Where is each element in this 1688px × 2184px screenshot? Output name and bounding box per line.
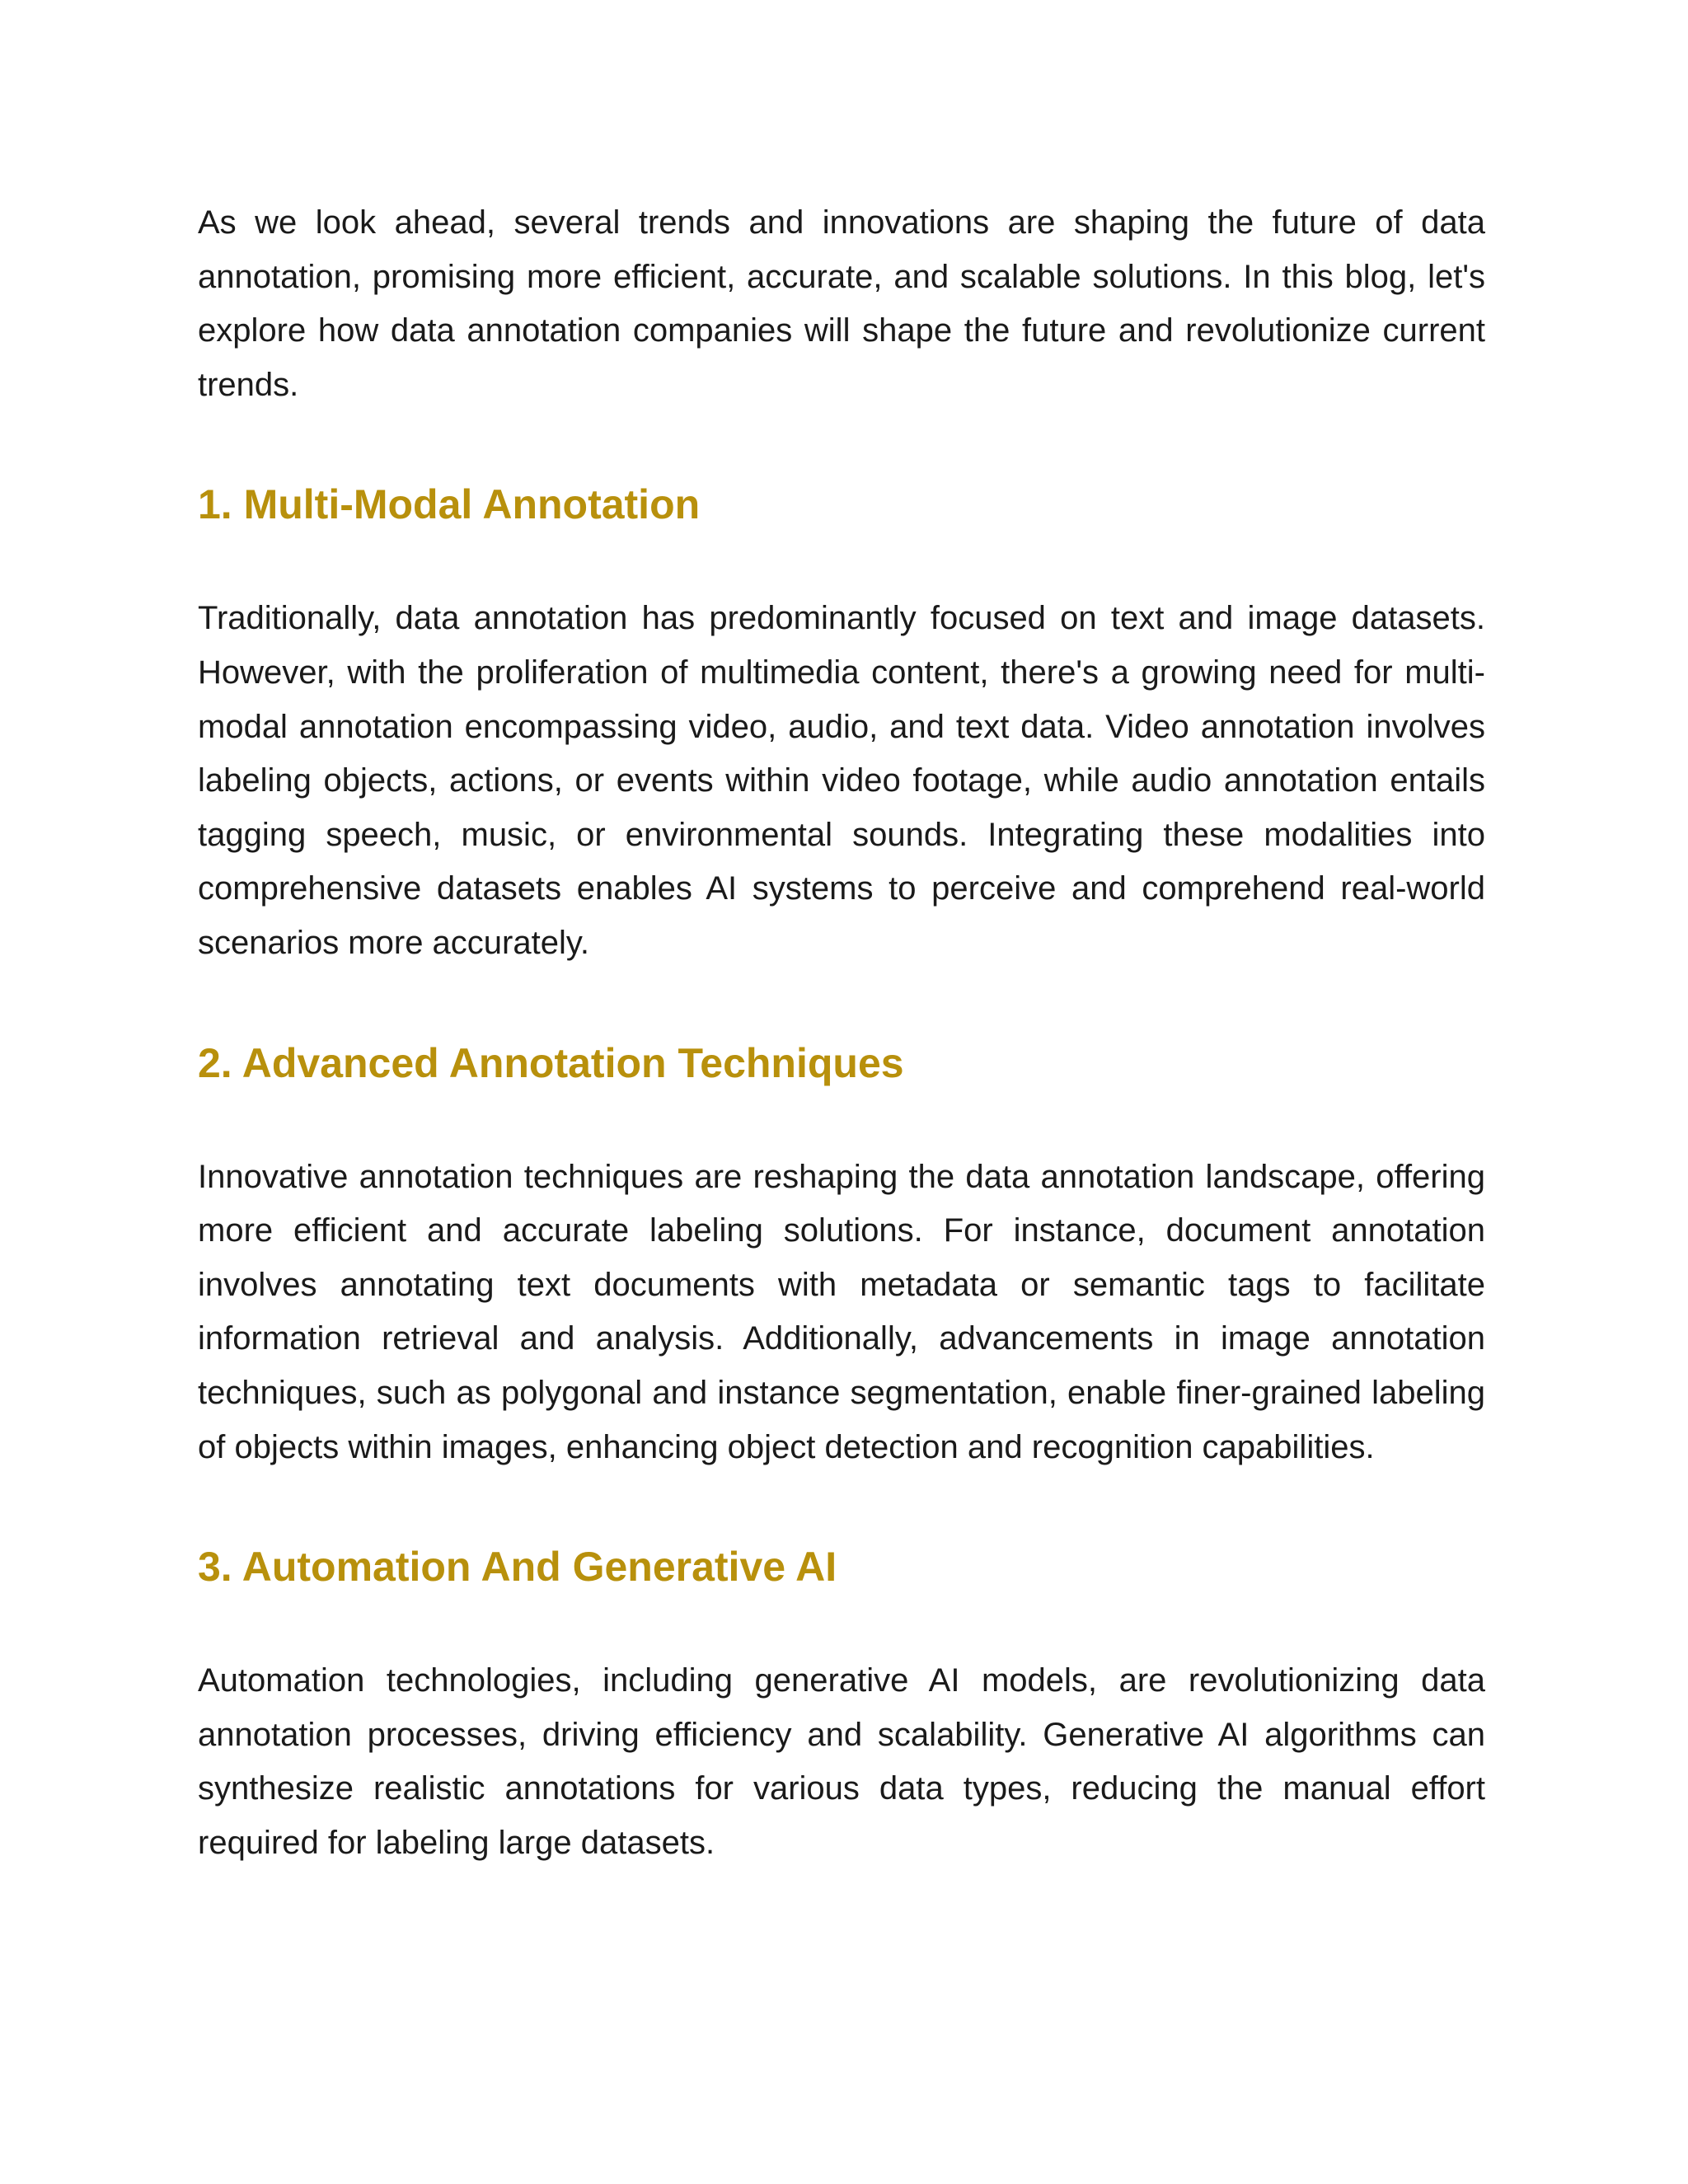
document-page [198,196,1485,1870]
section-body-automation-and-generative-ai: Automation technologies, including generative AI models, are revolutionizing data annotation processes, driving efficiency and scalability. Generative AI algorithms can synthesize realistic annotations for various data types, reducing the manual effort required for labeling large datasets. [198,1662,1485,1861]
section-heading-multi-modal-annotation: 1. Multi-Modal Annotation [198,481,701,528]
section-body-advanced-annotation-techniques: Innovative annotation techniques are reshaping the data annotation landscape, offering more efficient and accurate labeling solutions. For instance, document annotation involves annotating text documents with metadata or semantic tags to facilitate information retrieval and analysis. Additionally, advancements in image annotation techniques, such as polygonal and instance segmentation, enable finer-grained labeling of objects within images, enhancing object detection and recognition capabilities. [198,1158,1485,1465]
section-heading-automation-and-generative-ai: 3. Automation And Generative AI [198,1544,837,1591]
intro-paragraph: As we look ahead, several trends and innovations are shaping the future of data annotation, promising more efficient, accurate, and scalable solutions. In this blog, let's explore how data annotation companies will shape the future and revolutionize current trends. [198,204,1485,403]
section-heading-advanced-annotation-techniques: 2. Advanced Annotation Techniques [198,1039,904,1086]
section-body-multi-modal-annotation: Traditionally, data annotation has predominantly focused on text and image datasets. However, with the proliferation of multimedia content, there's a growing need for multi-modal annotation encompassing video, audio, and text data. Video annotation involves labeling objects, actions, or events within video footage, while audio annotation entails tagging speech, music, or environmental sounds. Integrating these modalities into comprehensive datasets enables AI systems to perceive and comprehend real-world scenarios more accurately. [198,600,1485,961]
